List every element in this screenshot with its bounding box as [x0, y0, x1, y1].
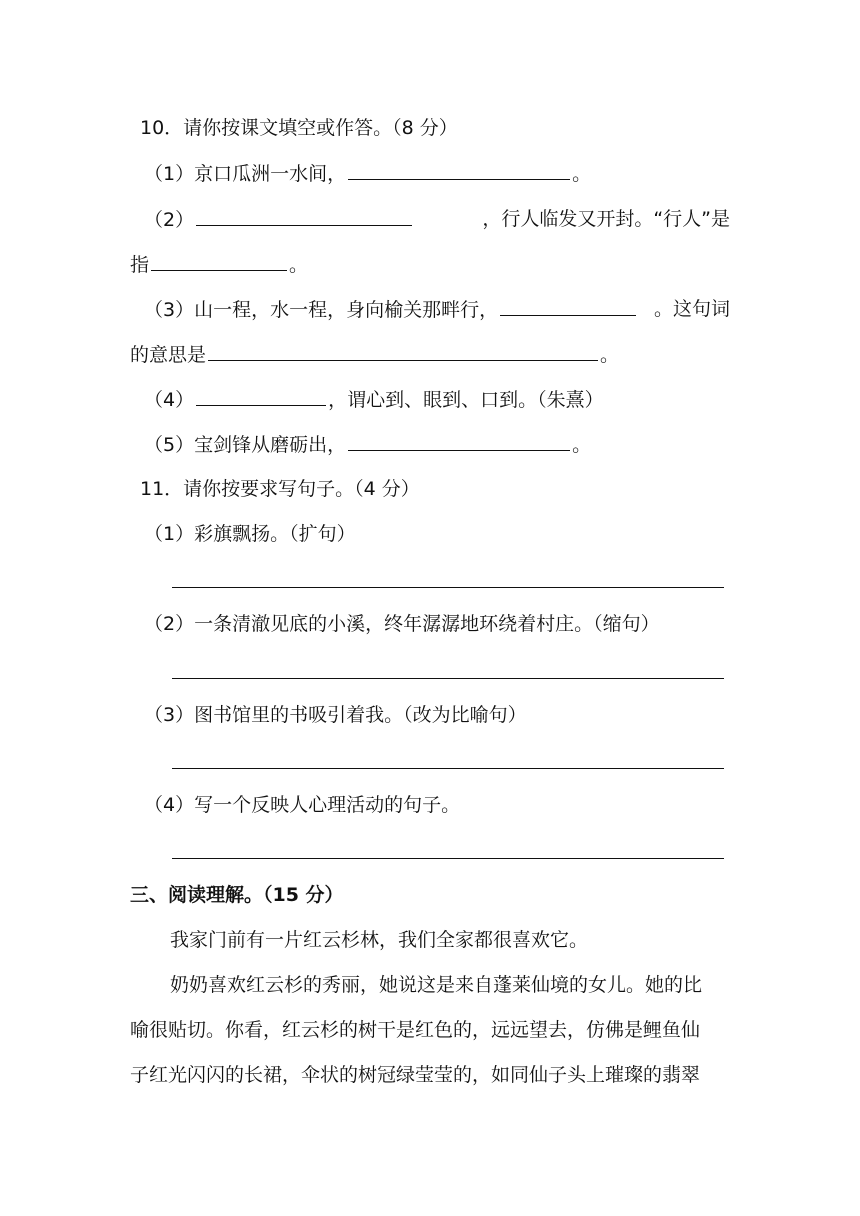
q10-item1 — [144, 161, 591, 186]
q10-item5-prefix: （5）宝剑锋从磨砺出， — [144, 434, 347, 456]
q10-item4-prefix: （4） — [144, 389, 195, 411]
q10-item3-line2-suffix: 。 — [600, 344, 620, 366]
section3-para1: 我家门前有一片红云杉林，我们全家都很喜欢它。 — [170, 929, 589, 951]
q10-item2-line1 — [130, 207, 730, 232]
q10-item1-suffix: 。 — [572, 163, 592, 185]
q10-item2-middle: ，行人临发又开封。“行人”是 — [482, 208, 730, 230]
q10-item1-blank[interactable] — [348, 161, 570, 180]
q11-title: 11．请你按要求写句子。（4 分） — [140, 478, 420, 500]
q10-item4-blank[interactable] — [196, 387, 326, 406]
q10-item2-line2 — [130, 252, 308, 277]
q10-item2-blank2[interactable] — [151, 252, 287, 271]
q11-item4-answer-line[interactable] — [172, 858, 724, 859]
q11-item1: （1）彩旗飘扬。（扩句） — [144, 523, 356, 545]
q10-item3-blank[interactable] — [500, 297, 636, 316]
q10-item3-line1 — [130, 297, 730, 322]
section3-title: 三、阅读理解。（15 分） — [130, 884, 344, 906]
q11-item3-answer-line[interactable] — [172, 768, 724, 769]
q10-item5-blank[interactable] — [348, 432, 570, 451]
q10-item2-blank[interactable] — [196, 207, 412, 226]
section3-para2-line1: 奶奶喜欢红云杉的秀丽，她说这是来自蓬莱仙境的女儿。她的比 — [170, 974, 703, 996]
q10-item1-prefix: （1）京口瓜洲一水间， — [144, 163, 347, 185]
section3-para2-line2: 喻很贴切。你看，红云杉的树干是红色的，远远望去，仿佛是鲤鱼仙 — [130, 1019, 701, 1041]
q10-item2-line2-prefix: 指 — [130, 254, 150, 276]
q10-item5 — [144, 432, 591, 457]
section3-para2-line3: 子红光闪闪的长裙，伞状的树冠绿莹莹的，如同仙子头上璀璨的翡翠 — [130, 1064, 701, 1086]
q10-item3-line2-prefix: 的意思是 — [130, 344, 207, 366]
q11-item2: （2）一条清澈见底的小溪，终年潺潺地环绕着村庄。（缩句） — [144, 613, 660, 635]
q10-item4-suffix: ，谓心到、眼到、口到。（朱熹） — [328, 389, 604, 411]
q10-item3-line2 — [130, 342, 619, 367]
q10-item2-line2-suffix: 。 — [289, 254, 309, 276]
q10-title: 10．请你按课文填空或作答。（8 分） — [140, 117, 458, 139]
q11-item4: （4）写一个反映人心理活动的句子。 — [144, 794, 461, 816]
q11-item3: （3）图书馆里的书吸引着我。（改为比喻句） — [144, 704, 527, 726]
q10-item4 — [144, 387, 604, 412]
q10-item2-prefix: （2） — [144, 207, 414, 232]
q10-item5-suffix: 。 — [572, 434, 592, 456]
q10-item3-prefix: （3）山一程，水一程，身向榆关那畔行， — [144, 297, 638, 322]
q10-item3-middle: 。这句词 — [653, 298, 730, 320]
q11-item2-answer-line[interactable] — [172, 678, 724, 679]
q10-item3-blank2[interactable] — [208, 342, 598, 361]
q11-item1-answer-line[interactable] — [172, 587, 724, 588]
